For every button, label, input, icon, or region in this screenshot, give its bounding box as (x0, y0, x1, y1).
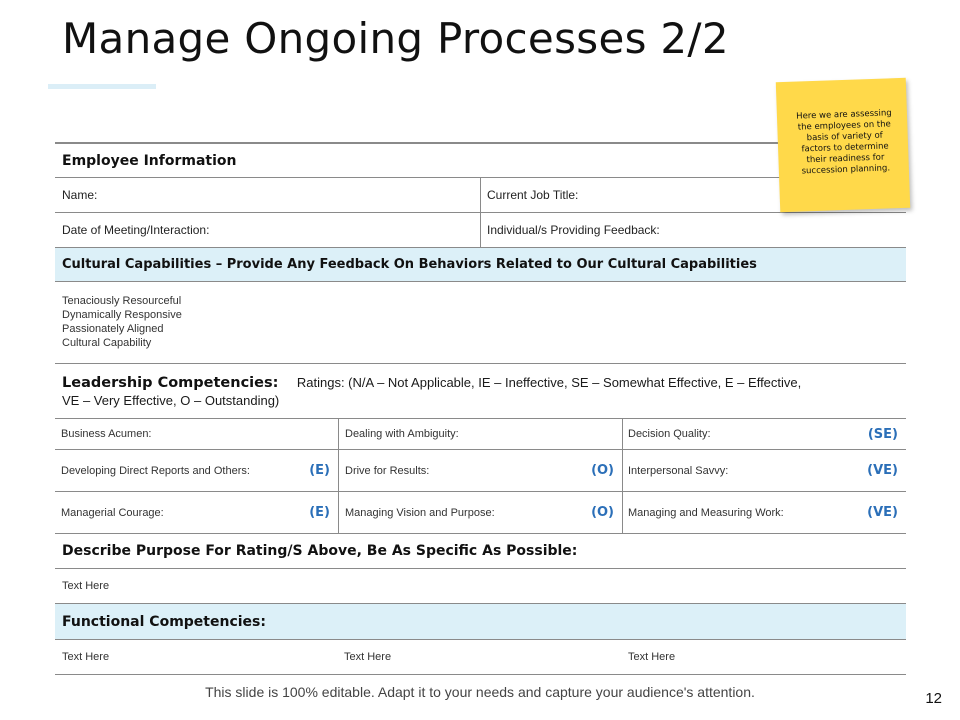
functional-text: Text Here (628, 651, 676, 663)
leadership-header (55, 364, 906, 419)
competency-label: Decision Quality: (628, 428, 711, 440)
sticky-note-text: Here we are assessing the employees on the basis of variety of factors to determine their readiness for succession planning. (796, 108, 892, 177)
describe-text: Text Here (62, 580, 110, 592)
cultural-items[interactable] (55, 282, 906, 364)
feedback-field[interactable] (480, 213, 906, 247)
competency-label: Managing and Measuring Work: (628, 506, 784, 519)
cultural-item: Dynamically Responsive (62, 309, 182, 321)
name-field[interactable] (62, 178, 480, 212)
describe-heading: Describe Purpose For Rating/S Above, Be As Specific As Possible: (62, 543, 578, 559)
cultural-item: Passionately Aligned (62, 323, 164, 335)
cultural-item: Cultural Capability (62, 337, 152, 349)
rating-badge: (O) (591, 463, 614, 478)
rating-badge: (VE) (867, 505, 898, 520)
cultural-heading: Cultural Capabilities – Provide Any Feedback On Behaviors Related to Our Cultural Capabilities (62, 257, 757, 272)
date-row (55, 213, 906, 248)
competency-label: Developing Direct Reports and Others: (61, 464, 250, 477)
cultural-header (55, 248, 906, 282)
competency-row (55, 419, 906, 450)
competency-cell[interactable] (622, 419, 906, 449)
ratings-legend-line1: Ratings: (N/A – Not Applicable, IE – Ineffective, SE – Somewhat Effective, E – Effective, (296, 375, 802, 390)
competency-cell[interactable] (622, 450, 906, 491)
job-title-label: Current Job Title: (487, 188, 579, 202)
competency-cell[interactable] (61, 492, 338, 533)
functional-text: Text Here (62, 651, 110, 663)
competency-cell[interactable] (338, 492, 622, 533)
sticky-note (776, 78, 910, 212)
competency-cell[interactable] (338, 419, 622, 449)
title-underline (48, 84, 156, 89)
describe-field[interactable] (55, 569, 906, 604)
competency-label: Drive for Results: (345, 464, 430, 477)
date-label: Date of Meeting/Interaction: (62, 223, 210, 237)
feedback-label: Individual/s Providing Feedback: (487, 223, 660, 237)
functional-cell[interactable] (628, 640, 906, 674)
competency-row (55, 450, 906, 492)
rating-badge: (VE) (867, 463, 898, 478)
leadership-text (62, 374, 896, 409)
page-number: 12 (925, 690, 942, 707)
assessment-form (55, 142, 906, 675)
competency-label: Managerial Courage: (61, 506, 164, 519)
employee-info-heading: Employee Information (62, 152, 237, 169)
date-field[interactable] (62, 213, 480, 247)
footer-text: This slide is 100% editable. Adapt it to your needs and capture your audience's attention. (205, 684, 755, 700)
leadership-heading: Leadership Competencies: (62, 375, 279, 391)
competency-cell[interactable] (622, 492, 906, 533)
competency-cell[interactable] (61, 450, 338, 491)
describe-header (55, 534, 906, 569)
rating-badge: (E) (309, 463, 330, 478)
page-title: Manage Ongoing Processes 2/2 (62, 14, 729, 63)
competency-label: Business Acumen: (61, 428, 152, 440)
competency-cell[interactable] (61, 419, 338, 449)
competency-cell[interactable] (338, 450, 622, 491)
cultural-list (62, 294, 182, 350)
competency-row (55, 492, 906, 534)
functional-cell[interactable] (344, 640, 622, 674)
name-label: Name: (62, 188, 98, 202)
competency-label: Managing Vision and Purpose: (345, 506, 495, 519)
competency-label: Interpersonal Savvy: (628, 464, 729, 477)
competency-label: Dealing with Ambiguity: (345, 428, 459, 440)
rating-badge: (E) (309, 505, 330, 520)
rating-badge: (O) (591, 505, 614, 520)
ratings-legend-line2: VE – Very Effective, O – Outstanding) (62, 393, 280, 408)
functional-row (55, 640, 906, 675)
functional-heading: Functional Competencies: (62, 613, 266, 630)
functional-header (55, 604, 906, 640)
rating-badge: (SE) (867, 426, 898, 442)
functional-cell[interactable] (62, 640, 338, 674)
functional-text: Text Here (344, 651, 392, 663)
cultural-item: Tenaciously Resourceful (62, 295, 182, 307)
